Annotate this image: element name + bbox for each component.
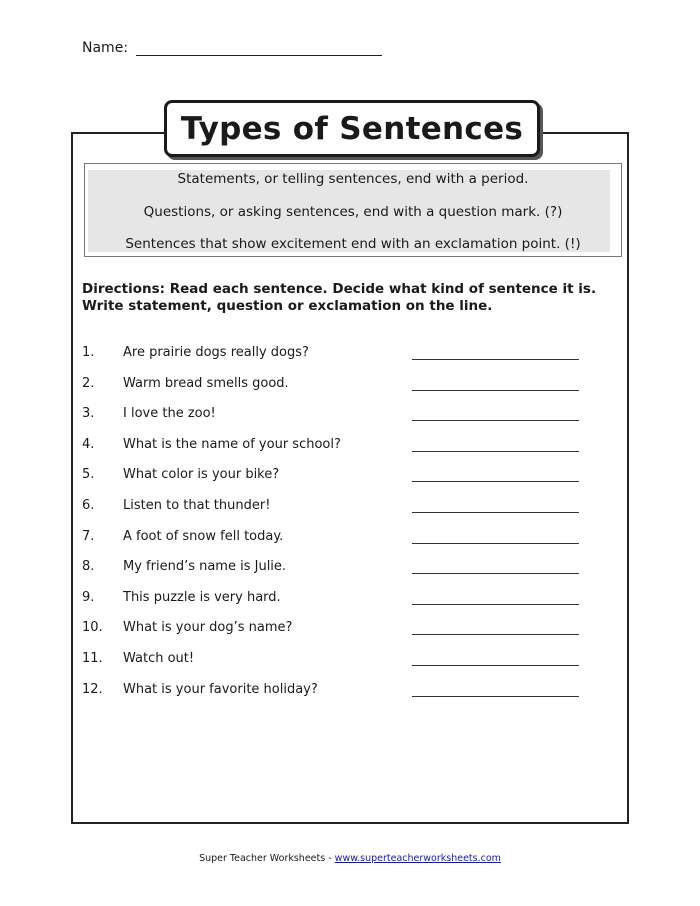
directions-line-1: Directions: Read each sentence. Decide what kind of sentence it is. — [82, 281, 597, 297]
list-item — [82, 529, 582, 560]
answer-line[interactable] — [412, 359, 579, 360]
name-label: Name: — [82, 40, 129, 56]
item-number: 3. — [82, 406, 95, 422]
directions-line-2: Write statement, question or exclamation on the line. — [82, 298, 493, 314]
rule-question: Questions, or asking sentences, end with a question mark. (?) — [143, 204, 563, 220]
item-sentence: I love the zoo! — [123, 406, 216, 422]
list-item — [82, 682, 582, 713]
directions — [82, 281, 622, 315]
item-sentence: Are prairie dogs really dogs? — [123, 345, 309, 360]
list-item — [82, 620, 582, 651]
list-item — [82, 559, 582, 590]
rules-box — [84, 163, 622, 257]
list-item — [82, 590, 582, 621]
item-number: 7. — [82, 528, 95, 544]
answer-line[interactable] — [412, 696, 579, 697]
item-number: 10. — [82, 620, 103, 636]
title-box — [164, 100, 540, 157]
item-number: 6. — [82, 497, 95, 513]
item-number: 11. — [82, 650, 103, 666]
footer — [0, 853, 700, 864]
item-number: 8. — [82, 559, 95, 575]
item-number: 9. — [82, 589, 95, 605]
item-sentence: What is your dog’s name? — [123, 620, 293, 636]
answer-line[interactable] — [412, 665, 579, 666]
item-number: 1. — [82, 345, 95, 360]
item-number: 12. — [82, 681, 103, 697]
sentence-list — [82, 345, 582, 712]
footer-source: Super Teacher Worksheets - — [199, 853, 335, 864]
item-sentence: A foot of snow fell today. — [123, 528, 284, 544]
list-item — [82, 345, 582, 376]
rule-exclamation: Sentences that show excitement end with an exclamation point. (!) — [125, 236, 581, 252]
answer-line[interactable] — [412, 481, 579, 482]
list-item — [82, 437, 582, 468]
name-row — [82, 40, 382, 56]
answer-line[interactable] — [412, 604, 579, 605]
answer-line[interactable] — [412, 451, 579, 452]
item-sentence: This puzzle is very hard. — [123, 589, 281, 605]
item-number: 5. — [82, 467, 95, 483]
item-sentence: What is your favorite holiday? — [123, 681, 318, 697]
item-number: 2. — [82, 375, 95, 391]
item-sentence: My friend’s name is Julie. — [123, 559, 287, 575]
footer-link[interactable]: www.superteacherworksheets.com — [334, 853, 501, 864]
item-sentence: Warm bread smells good. — [123, 375, 289, 391]
answer-line[interactable] — [412, 390, 579, 391]
item-number: 4. — [82, 436, 95, 452]
answer-line[interactable] — [412, 634, 579, 635]
list-item — [82, 651, 582, 682]
answer-line[interactable] — [412, 420, 579, 421]
list-item — [82, 498, 582, 529]
rule-statement: Statements, or telling sentences, end with a period. — [177, 171, 529, 187]
item-sentence: What color is your bike? — [123, 467, 280, 483]
list-item — [82, 406, 582, 437]
item-sentence: What is the name of your school? — [123, 436, 341, 452]
item-sentence: Listen to that thunder! — [123, 497, 271, 513]
item-sentence: Watch out! — [123, 650, 195, 666]
answer-line[interactable] — [412, 573, 579, 574]
name-field[interactable] — [136, 41, 382, 56]
page-title: Types of Sentences — [180, 110, 524, 147]
list-item — [82, 467, 582, 498]
list-item — [82, 376, 582, 407]
answer-line[interactable] — [412, 543, 579, 544]
answer-line[interactable] — [412, 512, 579, 513]
